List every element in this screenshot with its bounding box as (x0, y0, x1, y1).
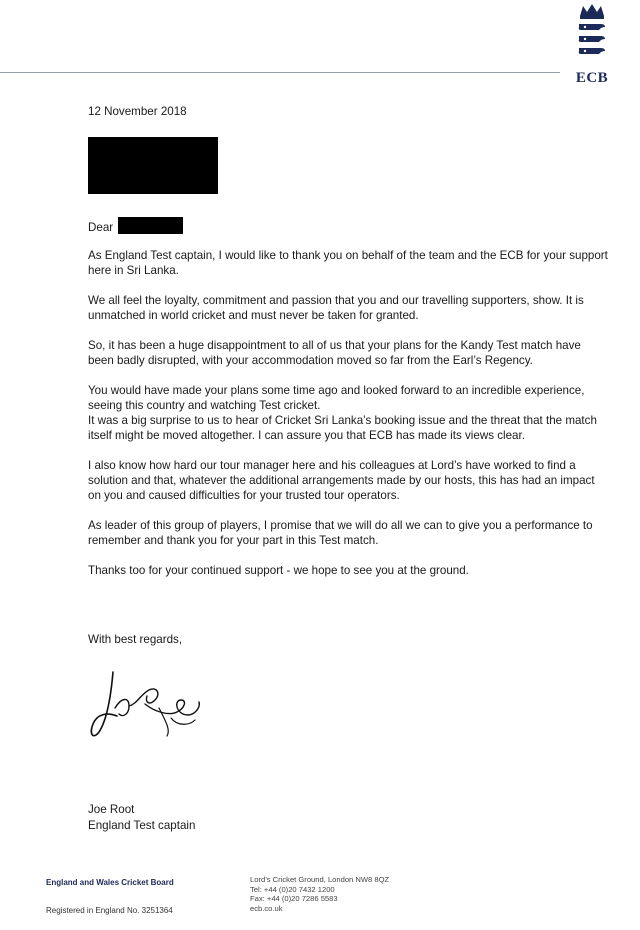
salutation-text: Dear (88, 221, 114, 234)
paragraph: As leader of this group of players, I promise that we will do all we can to give you a performance to remember and thank you for your part in this Test match. (88, 519, 593, 547)
salutation (88, 217, 183, 235)
footer-tel: Tel: +44 (0)20 7432 1200 (250, 884, 335, 894)
header-rule (0, 72, 560, 73)
letter-date-block (88, 104, 608, 119)
footer-fax: Fax: +44 (0)20 7286 5583 (250, 894, 338, 903)
redacted-recipient-name (118, 217, 183, 234)
signer-name: Joe Root (88, 803, 135, 816)
signer-title: England Test captain (88, 819, 196, 832)
redacted-address (88, 137, 218, 194)
letter-date: 12 November 2018 (88, 105, 187, 118)
footer-address: Lord’s Cricket Ground, London NW8 8QZ (250, 875, 390, 884)
paragraph: Thanks too for your continued support - we hope to see you at the ground. (88, 564, 469, 577)
closing: With best regards, (88, 633, 183, 646)
footer (0, 860, 640, 930)
signer-block (88, 802, 195, 834)
paragraph: So, it has been a huge disappointment to all of us that your plans for the Kandy Test match have been badly disrupted, with your accommodation moved so far from the Earl’s Regency. (88, 339, 581, 367)
paragraph: You would have made your plans some time ago and looked forward to an incredible experience, seeing this country and watching Test cricket. (88, 384, 585, 412)
paragraph: We all feel the loyalty, commitment and passion that you and our travelling supporters, show. It is unmatched in world cricket and must never be taken for granted. (88, 294, 584, 322)
logo-wordmark: ECB (575, 70, 609, 86)
letter-body (88, 248, 608, 593)
footer-website: ecb.co.uk (250, 903, 283, 913)
paragraph: I also know how hard our tour manager here and his colleagues at Lord’s have worked to find a solution and that, whatever the additional arrangements made by our hosts, this has had an impact on you and caused difficulties for your trusted tour operators. (88, 459, 595, 502)
footer-registration: Registered in England No. 3251364 (46, 906, 173, 915)
paragraph: As England Test captain, I would like to thank you on behalf of the team and the ECB for your support here in Sri Lanka. (88, 249, 608, 277)
footer-organization: England and Wales Cricket Board (46, 878, 174, 887)
paragraph: It was a big surprise to us to hear of Cricket Sri Lanka’s booking issue and the threat that the match itself might be moved altogether. I can assure you that ECB has made its views clear. (88, 414, 597, 442)
handwritten-signature (85, 660, 225, 760)
footer-contact (250, 875, 389, 913)
